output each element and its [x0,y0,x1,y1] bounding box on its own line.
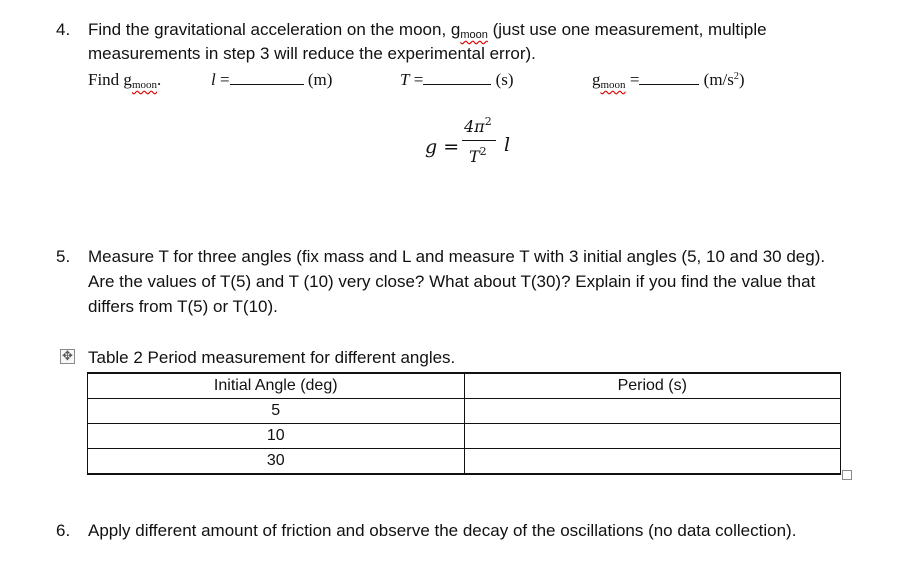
find-label-text: Find g [88,70,132,89]
period-field [400,70,514,90]
q4-line1-end: (just use one measurement, multiple [487,20,767,39]
formula-denominator [469,145,487,166]
q5-number: 5. [56,247,71,266]
q4-line1 [88,20,767,41]
formula-lhs: g = [425,136,460,158]
length-variable: l [211,70,216,89]
formula-numerator-exponent: 2 [484,115,492,128]
period-equals: = [409,70,424,89]
gmoon-unit: (m/s [703,70,734,89]
q4-line2: measurements in step 3 will reduce the experimental error). [88,44,536,63]
gmoon-variable: g [592,70,601,89]
find-label-subscript: moon [131,79,157,91]
gmoon-subscript: moon [600,79,626,91]
q6-number: 6. [56,521,71,540]
period-cell[interactable] [464,399,841,424]
formula-denominator-text: T [469,147,480,166]
length-unit: (m) [307,70,333,89]
q4-number: 4. [56,20,71,39]
formula-numerator-text: 4π [464,117,485,136]
angle-cell: 30 [88,449,465,475]
formula-denominator-exponent: 2 [479,145,487,158]
angle-cell: 5 [88,399,465,424]
table-row [88,424,841,449]
gmoon-field [592,70,745,91]
table-resize-handle-icon[interactable] [842,470,852,480]
period-blank[interactable] [423,70,491,85]
length-equals: = [215,70,230,89]
table-header-row [88,373,841,399]
q5-line2: Are the values of T(5) and T (10) very close? What about T(30)? Explain if you find the value that [88,272,816,291]
gmoon-unit-exponent: 2 [733,71,739,82]
find-label-dot: . [157,70,162,89]
gmoon-equals: = [625,70,640,89]
table-row [88,449,841,475]
header-period: Period (s) [464,373,841,399]
q5-line3: differs from T(5) or T(10). [88,297,278,316]
formula-fraction-bar [462,140,496,141]
length-blank[interactable] [230,70,304,85]
q5-line1: Measure T for three angles (fix mass and L and measure T with 3 initial angles (5, 10 and 30 deg). [88,247,826,266]
period-cell[interactable] [464,449,841,475]
header-initial-angle: Initial Angle (deg) [88,373,465,399]
period-cell[interactable] [464,424,841,449]
period-unit: (s) [495,70,514,89]
gmoon-blank[interactable] [639,70,699,85]
period-table [87,372,841,475]
period-variable: T [400,70,410,89]
find-label [88,70,161,91]
table-move-handle-icon[interactable]: ✥ [60,349,75,364]
formula-rhs: l [504,134,511,156]
formula-numerator [464,115,492,136]
q4-line1-text: Find the gravitational acceleration on the moon, g [88,20,461,39]
q6-text: Apply different amount of friction and observe the decay of the oscillations (no data collection). [88,521,797,540]
angle-cell: 10 [88,424,465,449]
table-row [88,399,841,424]
q4-g-subscript: moon [460,29,488,41]
table-caption: Table 2 Period measurement for different angles. [88,348,456,367]
length-field [211,70,332,90]
gmoon-unit-close: ) [738,70,745,89]
